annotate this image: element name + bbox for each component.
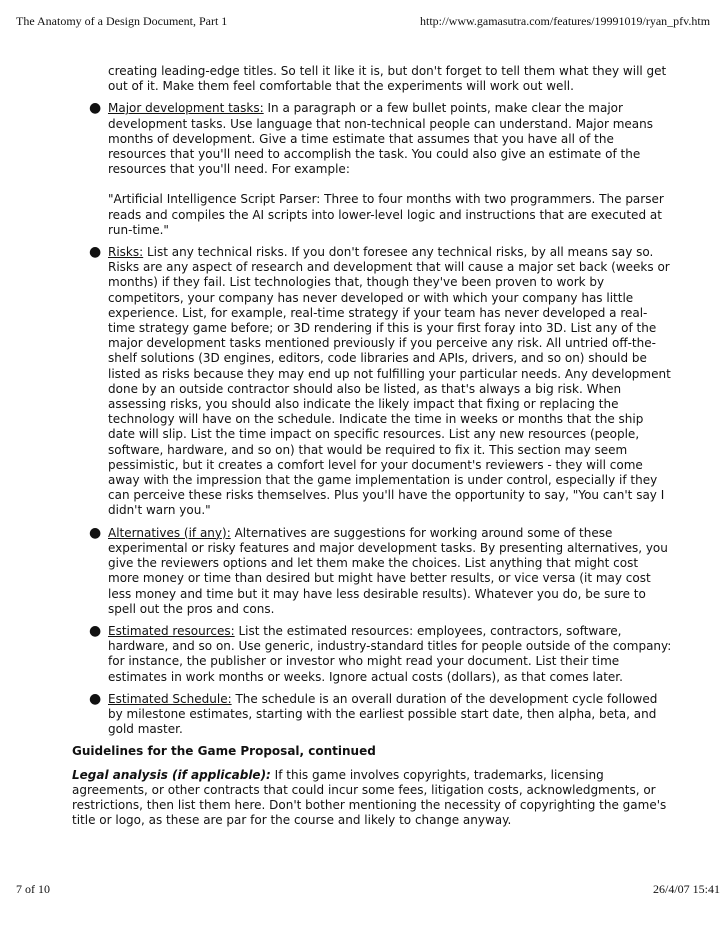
- legal-analysis-paragraph: [72, 768, 672, 829]
- list-item-text: [108, 692, 672, 738]
- proposal-items-list: [72, 101, 672, 737]
- legal-term: Legal analysis (if applicable):: [72, 767, 271, 782]
- list-item-text: [108, 526, 672, 617]
- item-term: Estimated Schedule:: [108, 691, 232, 706]
- item-term: Major development tasks:: [108, 101, 264, 116]
- list-item-alternatives: [89, 524, 672, 617]
- list-item-estimated-resources: [89, 622, 672, 685]
- legal-text: If this game involves copyrights, trademarks, licensing agreements, or other contracts that could incur some fees, litigation costs, acknowledgments, or restrictions, then list them here. Don't bother mentioning the necessity of copyrighting the game's title or logo, as these are par for the course and likely to change anyway.: [72, 767, 667, 828]
- item-term: Estimated resources:: [108, 623, 235, 638]
- bullet-icon: ●: [89, 690, 102, 707]
- bullet-icon: ●: [89, 244, 102, 261]
- bullet-icon: ●: [89, 524, 102, 541]
- print-footer: [16, 882, 720, 898]
- item-description: In a paragraph or a few bullet points, make clear the major development tasks. Use language that non-technical people can understand. Major means months of development. Give a time estimate that assumes that you have all of the resources that you'll need to accomplish the task. You could also give an estimate of the resources that you'll need. For example:: [108, 101, 654, 177]
- item-description: List the estimated resources: employees, contractors, software, hardware, and so on. Use generic, industry-standard titles for people outside of the company: for instance, the publisher or investor who might read your document. List their time estimates in work months or weeks. Ignore actual costs (dollars), as that comes later.: [108, 623, 672, 684]
- item-description: List any technical risks. If you don't foresee any technical risks, by all means say so. Risks are any aspect of research and development that will cause a major set back (weeks or months) if they fail. List technologies that, though they've been proven to work by competitors, your company has never developed or with which your company has little experience. List, for example, real-time strategy if your team has never developed a real-time strategy game before; or 3D rendering if this is your first foray into 3D. List any of the major development tasks mentioned previously if you perceive any risk. All untried off-the-shelf solutions (3D engines, editors, code libraries and APIs, drivers, and so on) should be listed as risks because they may end up not fulfilling your particular needs. Any development done by an outside contractor should also be listed, as that's always a big risk. When assessing risks, you should also indicate the likely impact that fixing or replacing the technology will have on the schedule. Indicate the time in weeks or months that the ship date will slip. List the time impact on specific resources. List any new resources (people, software, hardware, and so on) that would be required to fix it. This section may seem pessimistic, but it creates a comfort level for your document's reviewers - they will come away with the impression that the game implementation is under control, especially if they can perceive these risks themselves. Plus you'll have the opportunity to say, "You can't say I didn't warn you.": [108, 245, 671, 518]
- item-description: The schedule is an overall duration of the development cycle followed by milestone estimates, starting with the earliest possible start date, then alpha, beta, and gold master.: [108, 691, 658, 737]
- list-item-text: [108, 245, 672, 519]
- header-url: http://www.gamasutra.com/features/19991019/ryan_pfv.htm: [420, 14, 711, 28]
- list-item-risks: [89, 244, 672, 519]
- list-item-major-tasks: [89, 100, 672, 238]
- print-datetime: 26/4/07 15:41: [652, 882, 720, 896]
- header-title: The Anatomy of a Design Document, Part 1: [16, 14, 228, 28]
- bullet-icon: ●: [89, 100, 102, 117]
- page-number: 7 of 10: [16, 882, 50, 896]
- section-heading: [72, 744, 672, 759]
- item-term: Risks:: [108, 245, 144, 260]
- list-item-text: [108, 101, 672, 177]
- section-heading-title: Guidelines for the Game Proposal: [72, 744, 300, 759]
- list-item-estimated-schedule: [89, 690, 672, 738]
- item-description: Alternatives are suggestions for working around some of these experimental or risky features and major development tasks. By presenting alternatives, you give the reviewers options and let them make the choices. List anything that might cost more money or time than desired but might have better results, or vice versa (it may cost less money and time but it may have less desirable results). Whatever you do, be sure to spell out the pros and cons.: [108, 525, 668, 616]
- print-header: [16, 14, 720, 30]
- list-item-text: [108, 624, 672, 685]
- section-heading-suffix: , continued: [299, 744, 376, 759]
- document-body: [72, 64, 672, 828]
- continued-paragraph: creating leading-edge titles. So tell it like it is, but don't forget to tell them what they will get out of it. Make them feel comfortable that the experiments will work out well.: [108, 64, 667, 94]
- example-quote: "Artificial Intelligence Script Parser: Three to four months with two programmers. The parser reads and compiles the AI scripts into lower-level logic and instructions that are executed at run-time.": [108, 192, 664, 237]
- bullet-icon: ●: [89, 622, 102, 639]
- item-term: Alternatives (if any):: [108, 525, 231, 540]
